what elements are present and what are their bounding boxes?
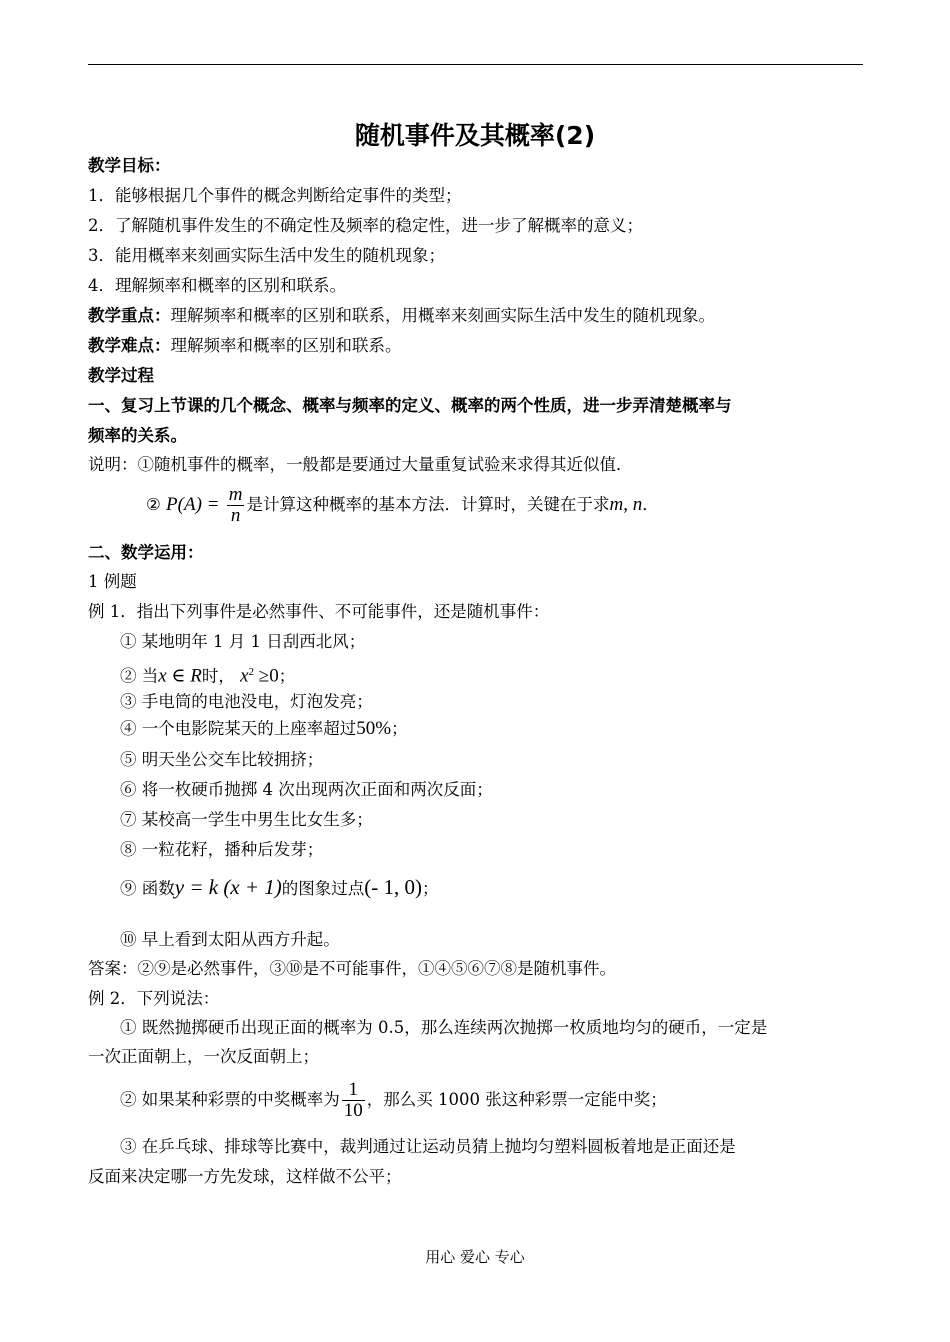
fraction-denominator: n [230, 505, 241, 526]
example2-item: ③ 在乒乓球、排球等比赛中，裁判通过让运动员猜上抛均匀塑料圆板着地是正面还是 [120, 1137, 736, 1156]
example1-item: ⑧ 一粒花籽，播种后发芽； [120, 840, 324, 859]
item4-math: 50% [356, 718, 392, 739]
section2-sub: 1 例题 [88, 572, 137, 591]
key-points-text: 理解频率和概率的区别和联系，用概率来刻画实际生活中发生的随机现象。 [170, 306, 715, 325]
objective-item: 1．能够根据几个事件的概念判断给定事件的类型； [88, 186, 462, 205]
item9-prefix: ⑨ 函数 [120, 879, 175, 898]
objectives-heading: 教学目标： [88, 156, 171, 175]
note2-prefix: ② [146, 495, 161, 514]
example1-item [120, 870, 439, 906]
difficult-points-text: 理解频率和概率的区别和联系。 [170, 336, 402, 355]
page-footer: 用心 爱心 专心 [425, 1248, 525, 1266]
example2-item [120, 1077, 667, 1123]
example1-item [120, 660, 295, 689]
item4-end: ； [391, 719, 408, 738]
item2-math2-exp: 2 [248, 666, 255, 678]
page-title: 随机事件及其概率(2) [354, 121, 596, 150]
ex2-item2-prefix: ② 如果某种彩票的中奖概率为 [120, 1090, 340, 1109]
item2-math1: x ∈ R [158, 665, 202, 687]
section1-note1: 说明：①随机事件的概率，一般都是要通过大量重复试验来求得其近似值． [88, 455, 633, 474]
item2-mid: 时， [201, 666, 235, 686]
note2-end: ． [642, 495, 659, 514]
fraction-numerator: m [228, 484, 243, 505]
difficult-points-label: 教学难点： [88, 336, 171, 355]
example1-item: ③ 手电筒的电池没电，灯泡发亮； [120, 692, 373, 711]
item2-end: ； [278, 666, 296, 686]
example1-answer: 答案：②⑨是必然事件，③⑩是不可能事件，①④⑤⑥⑦⑧是随机事件。 [88, 959, 616, 978]
section1-heading-line1: 一、复习上节课的几个概念、概率与频率的定义、概率的两个性质，进一步弄清楚概率与 [88, 396, 732, 415]
note2-vars: m, n [609, 494, 643, 515]
item2-math2-rest: ≥0 [254, 665, 279, 687]
item9-point: (- 1, 0) [364, 875, 423, 899]
example2-item-cont: 反面来决定哪一方先发球，这样做不公平； [88, 1167, 402, 1186]
probability-fraction [227, 485, 245, 526]
fraction-denominator: 10 [343, 1100, 363, 1121]
example1-item: ⑤ 明天坐公交车比较拥挤； [120, 750, 324, 769]
item9-mid: 的图象过点 [281, 879, 365, 898]
probability-formula-lhs: P(A) = [166, 494, 220, 515]
example2-item-cont: 一次正面朝上，一次反面朝上； [88, 1047, 319, 1066]
item4-prefix: ④ 一个电影院某天的上座率超过 [120, 719, 357, 738]
example1-item: ⑥ 将一枚硬币抛掷 4 次出现两次正面和两次反面； [120, 780, 493, 799]
process-heading: 教学过程 [88, 366, 154, 385]
example1-item: ① 某地明年 1 月 1 日刮西北风； [120, 632, 366, 651]
difficult-points [88, 334, 402, 358]
ex2-item2-text: ，那么买 1000 张这种彩票一定能中奖； [366, 1090, 667, 1109]
objective-item: 4．理解频率和概率的区别和联系。 [88, 276, 346, 295]
key-points-label: 教学重点： [88, 306, 171, 325]
example1-item: ⑦ 某校高一学生中男生比女生多； [120, 810, 373, 829]
example1-prompt: 例 1．指出下列事件是必然事件、不可能事件，还是随机事件： [88, 602, 550, 621]
objective-item: 2．了解随机事件发生的不确定性及频率的稳定性，进一步了解概率的意义； [88, 216, 643, 235]
section1-heading-line2: 频率的关系。 [88, 426, 187, 445]
header-rule [88, 64, 863, 65]
item9-end: ； [422, 879, 439, 898]
item2-math2-base: x [240, 665, 249, 687]
note2-text: 是计算这种概率的基本方法．计算时，关键在于求 [246, 495, 610, 514]
section2-heading: 二、数学运用： [88, 543, 204, 562]
item9-math: y = k (x + 1) [174, 875, 282, 899]
example1-item: ⑩ 早上看到太阳从西方升起。 [120, 930, 340, 949]
objective-item: 3．能用概率来刻画实际生活中发生的随机现象； [88, 246, 445, 265]
example2-prompt: 例 2．下列说法： [88, 989, 220, 1008]
lottery-fraction [342, 1080, 365, 1121]
section1-note2 [146, 483, 659, 527]
example1-item [120, 717, 408, 741]
item2-prefix: ② 当 [120, 666, 159, 686]
example2-item: ① 既然抛掷硬币出现正面的概率为 0.5，那么连续两次抛掷一枚质地均匀的硬币，一定是 [120, 1018, 768, 1037]
key-points [88, 304, 715, 328]
fraction-numerator: 1 [342, 1080, 365, 1101]
